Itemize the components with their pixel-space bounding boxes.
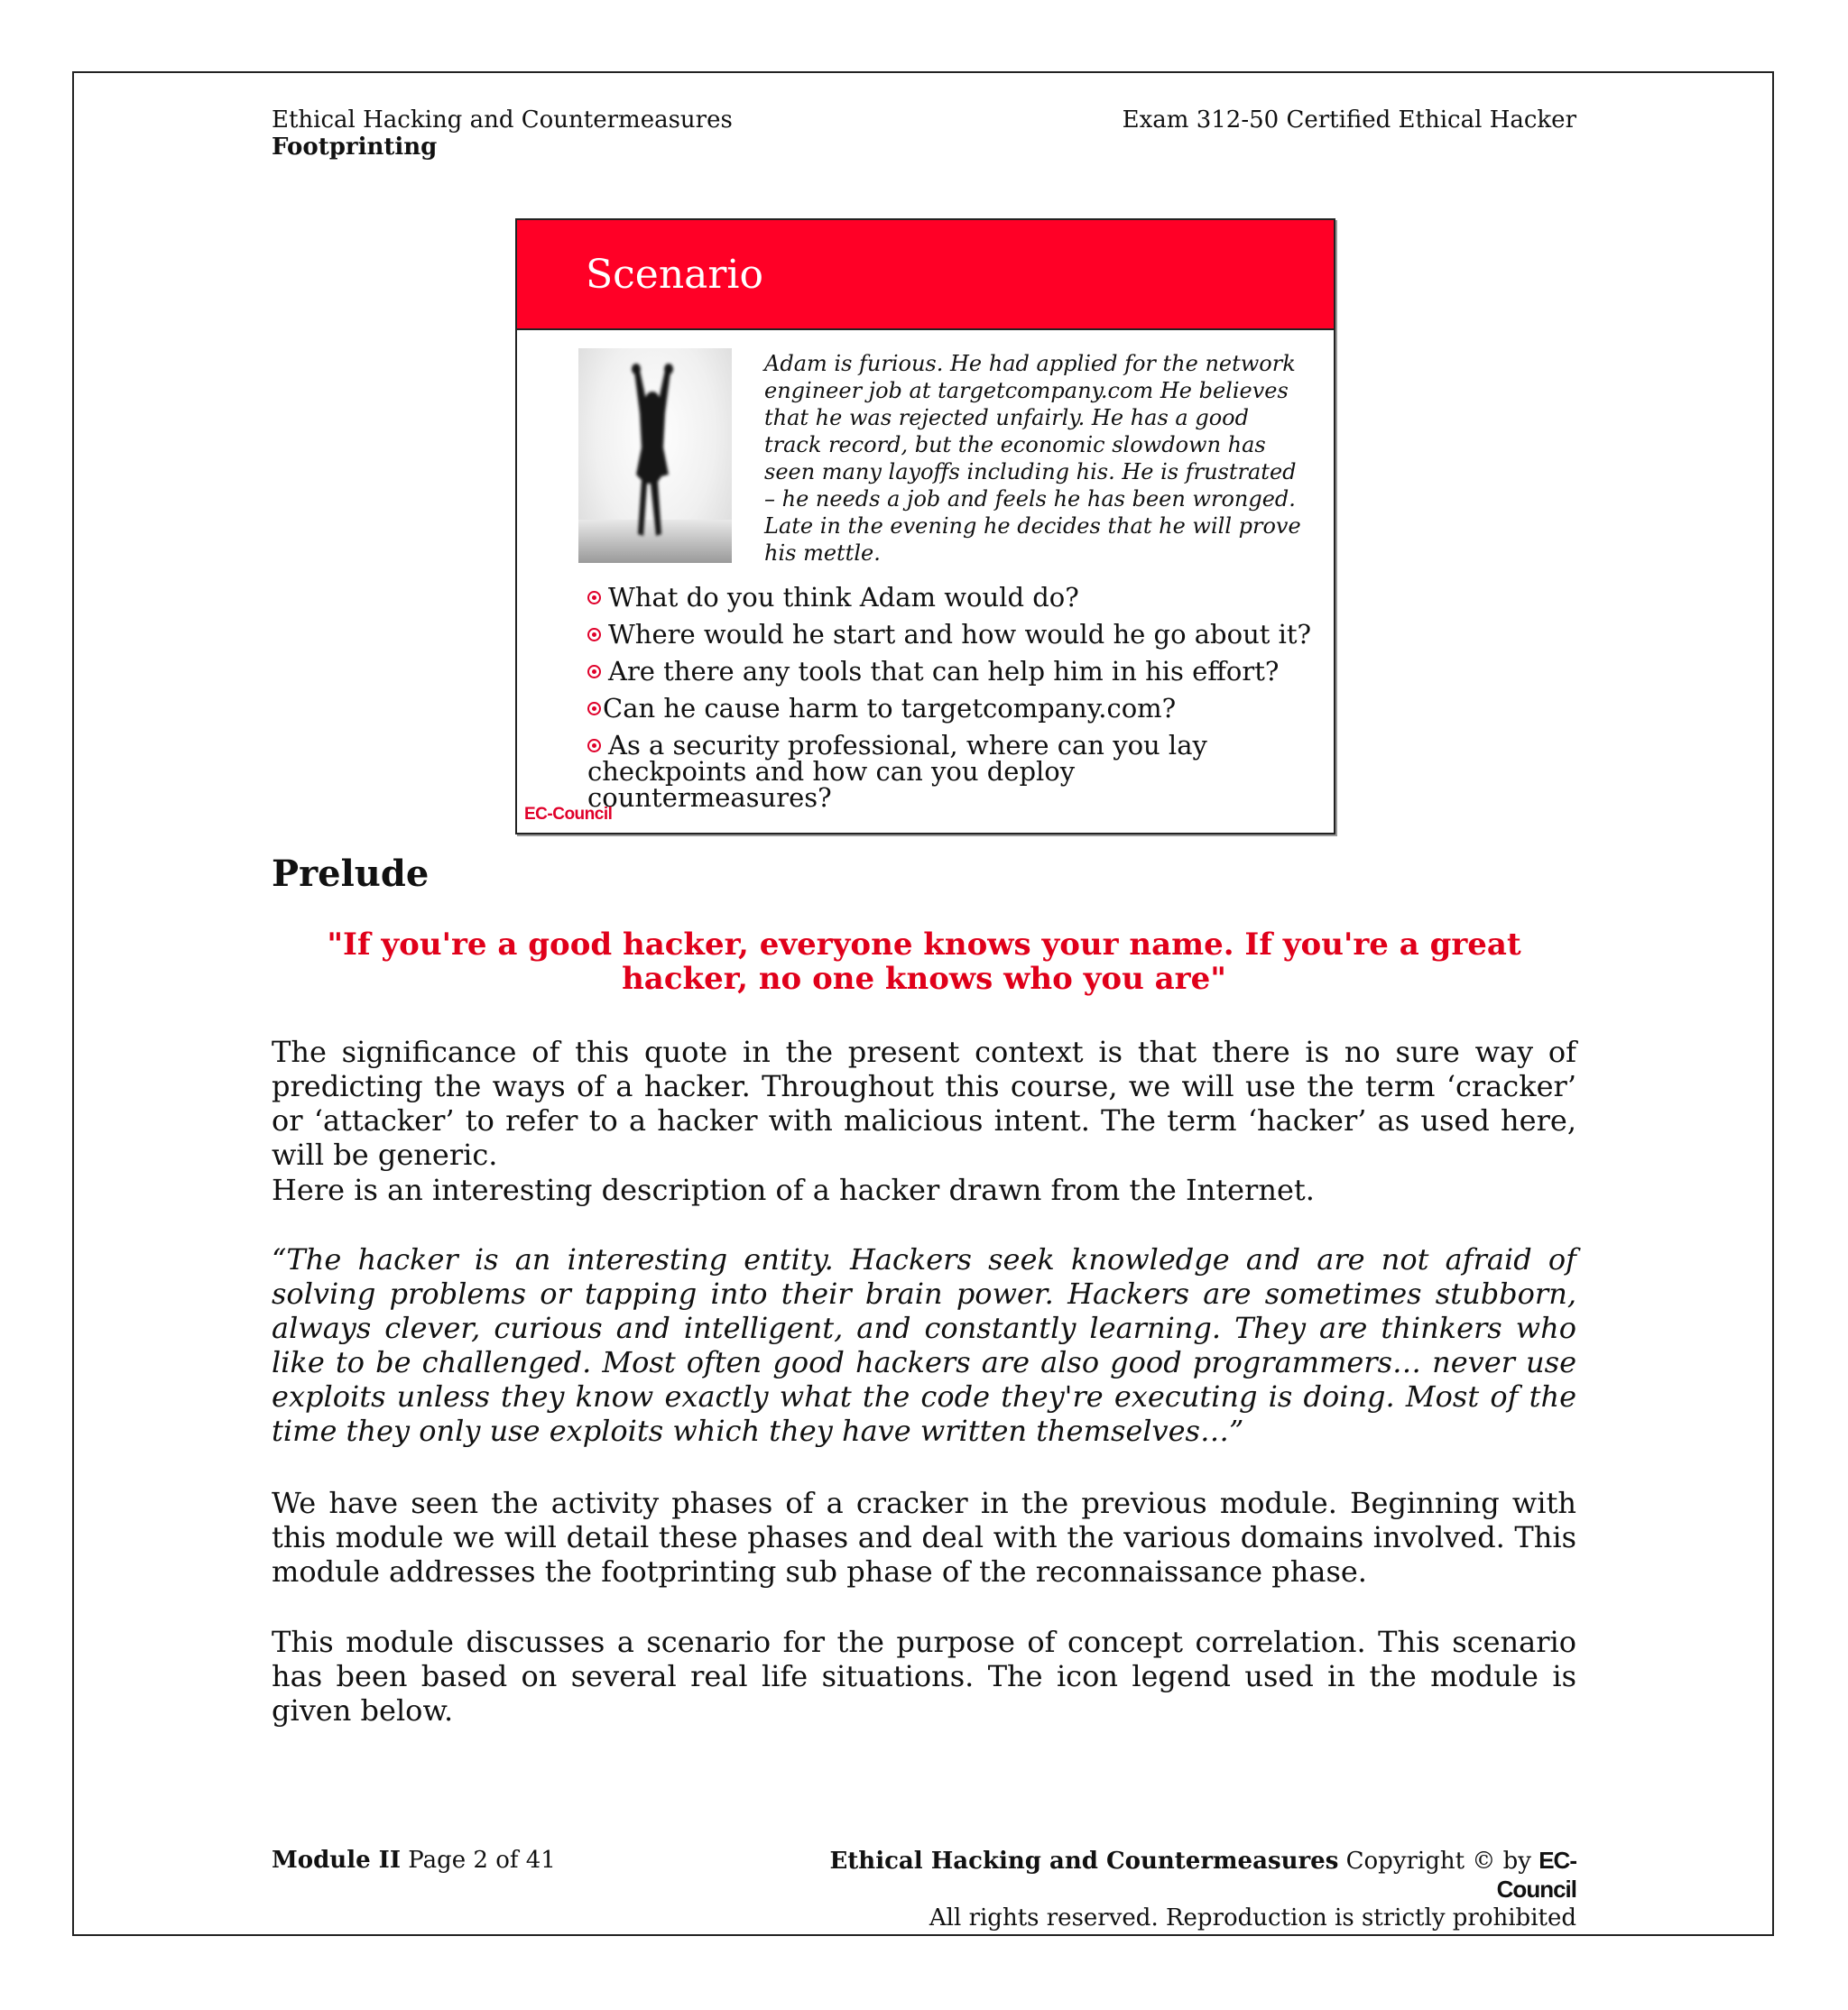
question-item: What do you think Adam would do?: [587, 585, 1318, 611]
header-topic: Footprinting: [272, 134, 438, 161]
hacker-quote: "If you're a good hacker, everyone knows your name. If you're a great hacker, no one knows who you are": [327, 927, 1521, 997]
header-exam: Exam 312-50 Certified Ethical Hacker: [1122, 106, 1576, 134]
paragraph-phases: We have seen the activity phases of a cracker in the previous module. Beginning with this module we will detail these phases and deal with the various domains involved. This module addresses the footprinting sub phase of the reconnaissance phase.: [272, 1486, 1576, 1589]
footer-page-info: [272, 1847, 556, 1875]
paragraph-hacker-description: “The hacker is an interesting entity. Hackers seek knowledge and are not afraid of solving problems or tapping into their brain power. Hackers are sometimes stubborn, always clever, curious and intelligent, and constantly learning. They are thinkers who like to be challenged. Most often good hackers are also good programmers… never use exploits unless they know exactly what the code they're executing is doing. Most of the time they only use exploits which they have written themselves…”: [272, 1242, 1576, 1448]
question-item: Where would he start and how would he go about it?: [587, 622, 1318, 648]
scenario-questions: [587, 582, 1318, 822]
footer-copyright-text: Copyright © by: [1345, 1848, 1531, 1875]
footer-brand: EC-Council: [1496, 1847, 1576, 1903]
bullet-icon: [587, 665, 601, 678]
person-silhouette-icon: [578, 348, 732, 563]
question-item: As a security professional, where can you lay checkpoints and how can you deploy countermeasures?: [587, 730, 1207, 813]
bullet-icon: [587, 702, 601, 715]
paragraph-significance: The significance of this quote in the present context is that there is no sure way of predicting the ways of a hacker. Throughout this course, we will use the term ‘cracker’ or ‘attacker’ to refer to a hacker with malicious intent. The term ‘hacker’ as used here, will be generic.: [272, 1035, 1576, 1172]
footer-course: Ethical Hacking and Countermeasures: [829, 1848, 1339, 1875]
footer-page-number: Page 2 of 41: [408, 1847, 556, 1874]
paragraph-scenario: This module discusses a scenario for the purpose of concept correlation. This scenario has been based on several real life situations. The icon legend used in the module is given below.: [272, 1625, 1576, 1728]
scenario-slide: [515, 218, 1335, 834]
footer-copyright: [767, 1847, 1576, 1932]
silhouette-image: [578, 348, 732, 563]
section-heading: Prelude: [272, 853, 430, 895]
bullet-icon: [587, 739, 601, 752]
paragraph-intro: Here is an interesting description of a hacker drawn from the Internet.: [272, 1173, 1315, 1207]
footer-module: Module II: [272, 1847, 401, 1874]
question-item: Can he cause harm to targetcompany.com?: [587, 696, 1318, 722]
footer-rights: All rights reserved. Reproduction is strictly prohibited: [929, 1904, 1576, 1932]
scenario-story: Adam is furious. He had applied for the network engineer job at targetcompany.com He believes that he was rejected unfairly. He has a good track record, but the economic slowdown has seen many layoffs including his. He is frustrated – he needs a job and feels he has been wronged. Late in the evening he decides that he will prove his mettle.: [764, 351, 1301, 566]
header-course: Ethical Hacking and Countermeasures: [272, 106, 733, 134]
bullet-icon: [587, 628, 601, 641]
ec-council-logo: EC-Council: [524, 805, 613, 824]
question-item: Are there any tools that can help him in his effort?: [587, 659, 1318, 685]
slide-title: Scenario: [586, 252, 763, 298]
slide-title-bar: [517, 220, 1334, 330]
bullet-icon: [587, 591, 601, 604]
page-header-left: [272, 106, 733, 161]
